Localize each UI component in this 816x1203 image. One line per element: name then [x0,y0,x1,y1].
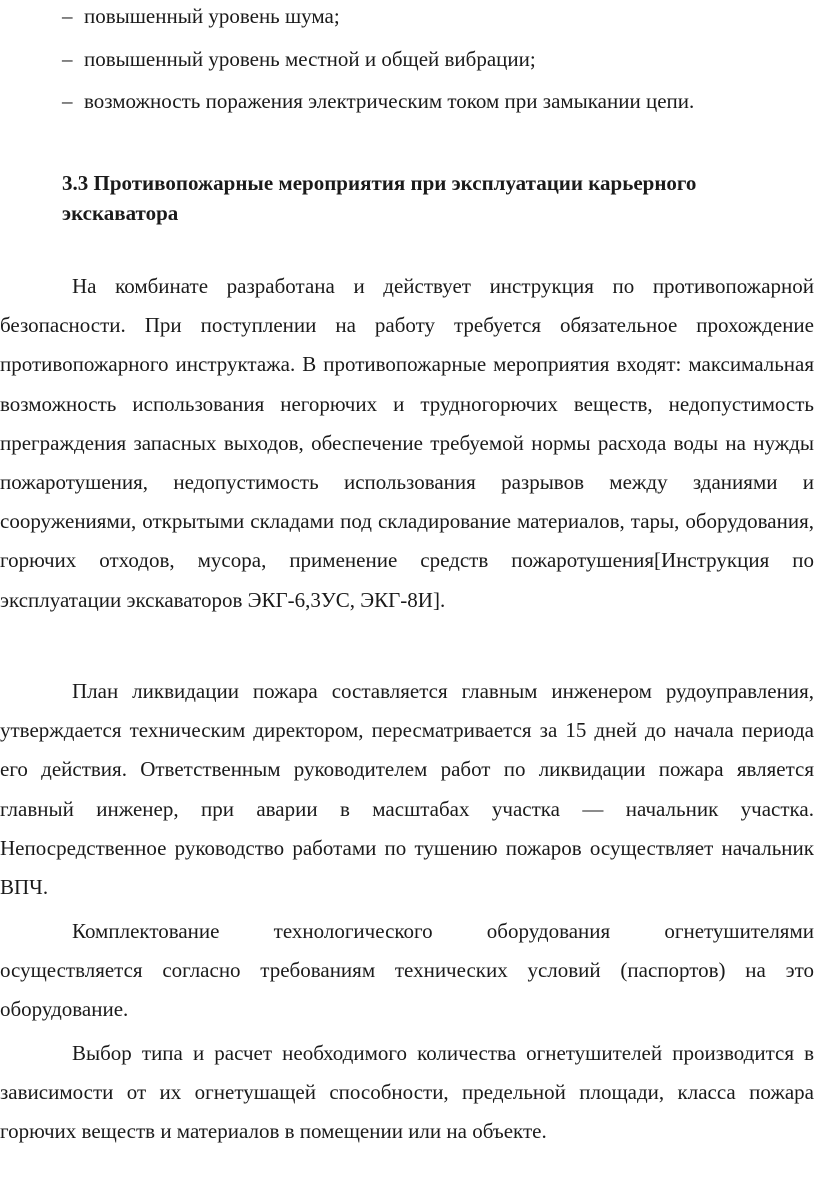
list-item-text: повышенный уровень шума; [84,4,340,28]
list-dash: – [62,89,73,113]
list-dash: – [62,4,73,28]
list-item-text: повышенный уровень местной и общей вибрации; [84,47,536,71]
paragraph-fire-plan: План ликвидации пожара составляется главным инженером рудоуправления, утверждается техническим директором, пересматривается за 15 дней до начала периода его действия. Ответственным руководителем работ по ликвидации пожара является главный инженер, при аварии в масштабах участка — начальник участка. Непосредственное руководство работами по тушению пожаров осуществляет начальник ВПЧ. [0,679,814,900]
list-item-text: возможность поражения электрическим током при замыкании цепи. [84,89,695,113]
section-heading: 3.3 Противопожарные мероприятия при эксплуатации карьерного экскаватора [62,171,697,225]
paragraph-fire-instructions: На комбинате разработана и действует инструкция по противопожарной безопасности. При поступлении на работу требуется обязательное прохождение противопожарного инструктажа. В противопожарные мероприятия входят: максимальная возможность использования негорючих и трудногорючих веществ, недопустимость преграждения запасных выходов, обеспечение требуемой нормы расхода воды на нужды пожаротушения, недопустимость использования разрывов между зданиями и сооружениями, открытыми складами под складирование материалов, тары, оборудования, горючих отходов, мусора, применение средств пожаротушения[Инструкция по эксплуатации экскаваторов ЭКГ-6,3УС, ЭКГ-8И]. [0,274,814,612]
paragraph-extinguisher-equipment: Комплектование технологического оборудования огнетушителями осуществляется согласно требованиям технических условий (паспортов) на это оборудование. [0,919,814,1022]
paragraph-extinguisher-selection: Выбор типа и расчет необходимого количества огнетушителей производится в зависимости от их огнетушащей способности, предельной площади, класса пожара горючих веществ и материалов в помещении или на объекте. [0,1041,814,1144]
list-dash: – [62,47,73,71]
